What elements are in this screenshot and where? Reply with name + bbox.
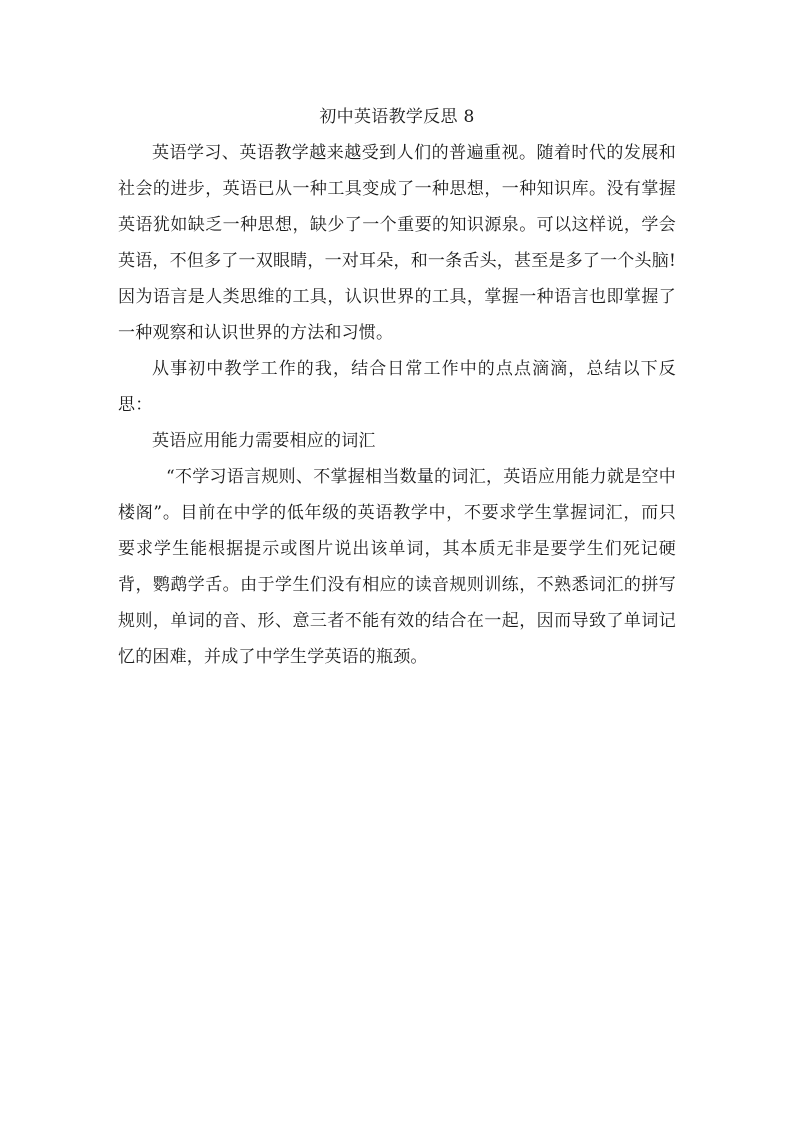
document-body [118, 104, 676, 675]
paragraph-vocabulary: “不学习语言规则、不掌握相当数量的词汇，英语应用能力就是空中楼阁”。目前在中学的低年级的英语教学中，不要求学生掌握词汇，而只要求学生能根据提示或图片说出该单词，其本质无非是要学生们死记硬背，鹦鹉学舌。由于学生们没有相应的读音规则训练，不熟悉词汇的拼写规则，单词的音、形、意三者不能有效的结合在一起，因而导致了单词记忆的困难，并成了中学生学英语的瓶颈。 [118, 467, 676, 667]
paragraph-intro: 英语学习、英语教学越来越受到人们的普遍重视。随着时代的发展和社会的进步，英语已从一种工具变成了一种思想，一种知识库。没有掌握英语犹如缺乏一种思想，缺少了一个重要的知识源泉。可以这样说，学会英语，不但多了一双眼睛，一对耳朵，和一条舌头，甚至是多了一个头脑!因为语言是人类思维的工具，认识世界的工具，掌握一种语言也即掌握了一种观察和认识世界的方法和习惯。 [118, 143, 676, 343]
paragraph-reflection-lead: 从事初中教学工作的我，结合日常工作中的点点滴滴，总结以下反思： [118, 359, 676, 415]
document-title: 初中英语教学反思 8 [319, 107, 475, 127]
section-heading-vocabulary: 英语应用能力需要相应的词汇 [152, 431, 376, 451]
